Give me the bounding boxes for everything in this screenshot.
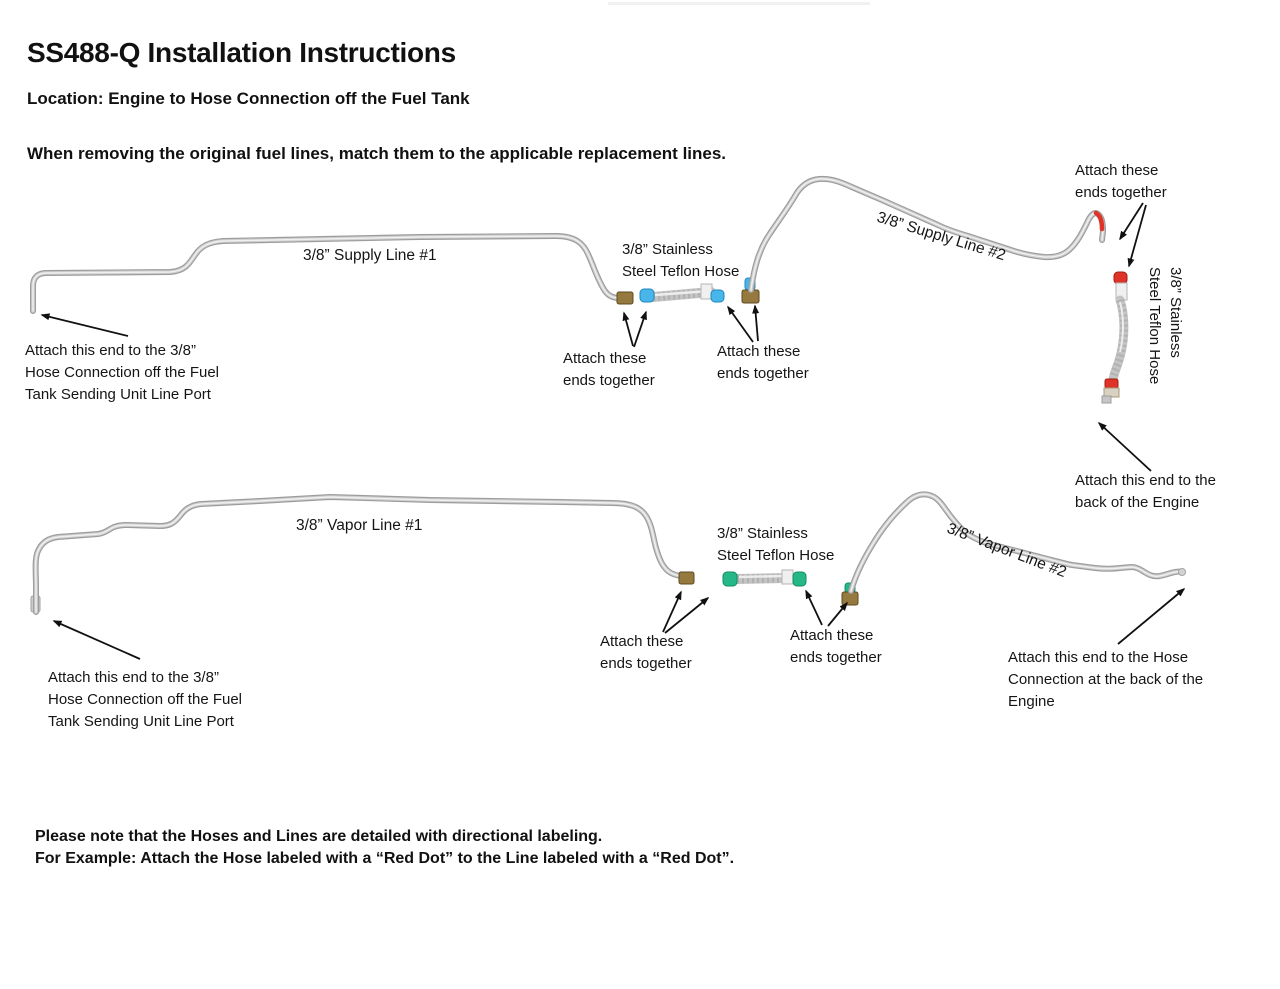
supply-attach-top-right-note: Attach these ends together [1075,162,1167,201]
vapor-line2-start-fitting [842,592,858,605]
vertical-teflon-hose [1102,272,1127,403]
red-dot-vhose-top [1114,272,1127,284]
arrow-supply-mid-left-b [634,312,646,347]
faint-top-line [608,2,870,5]
supply-line1-label: 3/8” Supply Line #1 [303,247,437,264]
supply-attach-mid-right-note: Attach these ends together [717,343,809,382]
supply-attach-mid-left-note: Attach these ends together [563,350,655,389]
location-line: Location: Engine to Hose Connection off the Fuel Tank [27,89,470,108]
arrow-vapor-mid-left-b [665,598,708,633]
vapor-attach-mid-right-note: Attach these ends together [790,627,882,666]
supply-line2-label: 3/8” Supply Line #2 [874,208,1008,265]
arrow-supply-mid-right-b [755,306,758,341]
arrow-supply-mid-right-a [728,307,753,342]
vapor-line2-label: 3/8” Vapor Line #2 [944,519,1069,582]
red-dot-line2-end [1096,213,1102,229]
supply-attach-tank-note: Attach this end to the 3/8” Hose Connection off the Fuel Tank Sending Unit Line Port [25,342,220,403]
arrow-vapor-tank-end [54,621,140,659]
supply-line1-end-fitting [617,292,633,304]
vertical-hose-label: 3/8” Stainless Steel Teflon Hose [1146,267,1184,385]
supply-attach-engine-note: Attach this end to the back of the Engine [1075,472,1216,511]
vapor-teflon-hose [723,570,806,586]
vapor-line2-tip [1179,569,1186,576]
blue-dot-hose-right [711,290,724,302]
arrow-vapor-mid-left-a [663,592,681,632]
supply-teflon-hose [640,284,724,302]
vapor-line1-end-fitting [679,572,694,584]
arrow-supply-tank-end [42,315,128,336]
footer-note-1: Please note that the Hoses and Lines are detailed with directional labeling. [35,828,603,845]
arrow-supply-top-right-b [1129,205,1146,266]
green-dot-hose-left [723,572,737,586]
vapor-attach-mid-left-note: Attach these ends together [600,633,692,672]
vapor-hose-label: 3/8” Stainless Steel Teflon Hose [717,525,835,564]
supply-hose-label: 3/8” Stainless Steel Teflon Hose [622,241,740,280]
green-dot-hose-right [793,572,806,586]
arrow-vapor-engine-end [1118,589,1184,644]
arrow-vapor-mid-right-a [806,591,822,625]
vapor-line-1-tube [31,497,694,612]
vapor-line1-label: 3/8” Vapor Line #1 [296,517,423,534]
arrow-supply-mid-left-a [624,313,633,346]
page-title: SS488-Q Installation Instructions [27,37,456,68]
arrow-engine-back [1099,423,1151,471]
annotation-arrows [42,203,1184,659]
hose-white-fitting [782,570,793,584]
hose-white-fitting [701,284,712,299]
vapor-attach-tank-note: Attach this end to the 3/8” Hose Connection off the Fuel Tank Sending Unit Line Port [48,669,243,730]
vapor-attach-engine-note: Attach this end to the Hose Connection at the back of the Engine [1008,649,1204,710]
blue-dot-hose-left [640,289,654,302]
red-dot-vhose-bottom [1105,379,1118,388]
arrow-vapor-mid-right-b [828,603,847,626]
instruction-line: When removing the original fuel lines, match them to the applicable replacement lines. [27,144,727,163]
footer-note-2: For Example: Attach the Hose labeled with a “Red Dot” to the Line labeled with a “Red Dot”. [35,850,735,867]
arrow-supply-top-right-a [1120,203,1143,239]
